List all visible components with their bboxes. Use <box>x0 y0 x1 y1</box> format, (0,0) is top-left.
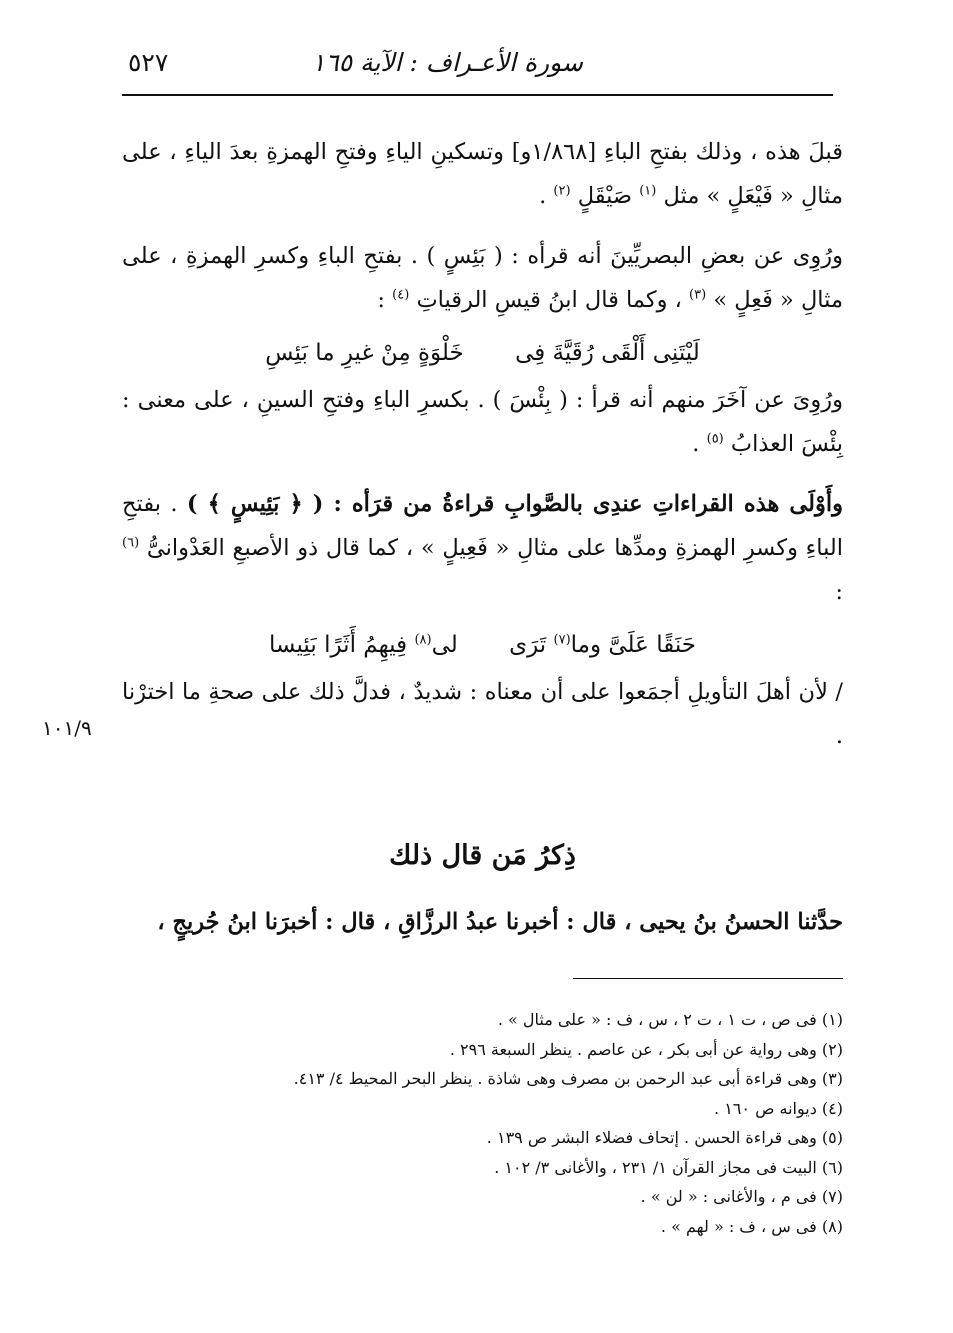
margin-reference: ١٠١/٩ <box>42 716 92 740</box>
isnad-chain <box>122 900 843 944</box>
footnote-ref-3: (٣) <box>689 287 707 303</box>
verse-2-first-hemistich <box>509 620 696 670</box>
paragraph-5 <box>122 670 843 758</box>
verse-1 <box>122 328 843 378</box>
paragraph-1-end: . <box>539 183 547 209</box>
footnote-5: (٥) وهى قراءة الحسن . إتحاف فضلاء البشر ص ١٣٩ . <box>486 1128 843 1147</box>
header-rule <box>122 94 833 96</box>
paragraph-2-text: ورُوِى عن بعضِ البصريِّينَ أنه قرأه : ( بَئِسٍ ) . بفتحِ الباءِ وكسرِ الهمزةِ ، على مثالِ « فَعِلٍ » <box>122 243 843 313</box>
footnote-1: (١) فى ص ، ت ١ ، ت ٢ ، س ، ف : « على مثال » . <box>497 1010 843 1029</box>
verse-2-second-hemistich <box>269 632 458 658</box>
section-heading: ذِكرُ مَن قال ذلك <box>389 840 576 871</box>
verse-2-part-d: فِيهِمُ أَثَرًا بَئِيسا <box>268 632 408 658</box>
paragraph-3-text: ورُوِىَ عن آخَرَ منهم أنه قرأ : ( بِئْسَ ) . بكسرِ الباءِ وفتحِ السينِ ، على معنى : بِئْسَ العذابُ <box>122 387 843 457</box>
page-header <box>120 38 833 94</box>
verse-1-first-hemistich: لَيْتَنِى أَلْقَى رُقَيَّةَ فِى <box>515 340 700 366</box>
footnote-ref-1: (١) <box>639 183 657 199</box>
footnote-ref-2: (٢) <box>553 183 571 199</box>
paragraph-4-bold: وأَوْلَى هذه القراءاتِ عندِى بالصَّوابِ قراءةُ من قرَأه : ( ﴿ بَئِيسٍ ﴾ ) <box>186 491 844 517</box>
footnote-7: (٧) فى م ، والأغانى : « لن » . <box>640 1187 843 1206</box>
paragraph-1-word: صَيْقَلٍ <box>577 183 633 209</box>
footnote-ref-6: (٦) <box>122 535 140 551</box>
verse-2-part-c: لى <box>431 632 458 658</box>
paragraph-3 <box>122 378 843 466</box>
paragraph-3-end: . <box>692 431 700 457</box>
footnote-ref-4: (٤) <box>392 287 410 303</box>
footnotes <box>180 1005 843 1241</box>
footnote-rule <box>573 978 843 979</box>
main-text <box>122 130 843 774</box>
paragraph-4-end: : <box>835 579 843 605</box>
running-title: سورة الأعـراف : الآية ١٦٥ <box>311 48 583 77</box>
paragraph-2-end: : <box>377 287 385 313</box>
verse-2-part-a: حَنَقًا عَلَىَّ وما <box>570 632 697 658</box>
paragraph-2 <box>122 234 843 322</box>
verse-2-part-b: تَرَى <box>509 632 547 658</box>
footnote-ref-5: (٥) <box>706 431 724 447</box>
footnote-ref-7: (٧) <box>553 632 571 648</box>
footnote-2: (٢) وهى رواية عن أبى بكر ، عن عاصم . ينظر السبعة ٢٩٦ . <box>449 1039 843 1059</box>
footnote-ref-8: (٨) <box>414 632 432 648</box>
paragraph-4-text: . بفتحِ الباءِ وكسرِ الهمزةِ ومدِّها على مثالِ « فَعِيلٍ » ، كما قال ذو الأصبعِ العَدْوانىُّ <box>122 491 844 561</box>
isnad-chain-text: حدَّثنا الحسنُ بنُ يحيى ، قال : أخبرنا عبدُ الرزَّاقِ ، قال : أخبرَنا ابنُ جُريجٍ ، <box>157 909 843 935</box>
footnote-4: (٤) ديوانه ص ١٦٠ . <box>714 1098 843 1118</box>
paragraph-1-text: قبلَ هذه ، وذلك بفتحِ الباءِ [١/٨٦٨و] وتسكينِ الياءِ وفتحِ الهمزةِ بعدَ الياءِ ، على مثالِ « فَيْعَلٍ » مثل <box>122 139 843 209</box>
paragraph-5-text: / لأن أهلَ التأويلِ أجمَعوا على أن معناه : شديدٌ ، فدلَّ ذلك على صحةِ ما اخترْنا . <box>122 679 843 749</box>
paragraph-1 <box>122 130 843 218</box>
page-number: ٥٢٧ <box>128 48 169 77</box>
footnote-3: (٣) وهى قراءة أبى عبد الرحمن بن مصرف وهى شاذة . ينظر البحر المحيط ٤/ ٤١٣. <box>293 1069 843 1088</box>
verse-1-second-hemistich: خَلْوَةٍ مِنْ غيرِ ما بَئِسِ <box>265 340 464 366</box>
paragraph-4 <box>122 482 843 614</box>
paragraph-2-text-b: ، وكما قال ابنُ قيسِ الرقياتِ <box>416 287 682 313</box>
footnote-6: (٦) البيت فى مجاز القرآن ١/ ٢٣١ ، والأغانى ٣/ ١٠٢ . <box>494 1157 843 1177</box>
verse-2 <box>122 620 843 670</box>
footnote-8: (٨) فى س ، ف : « لهم » . <box>660 1216 843 1236</box>
